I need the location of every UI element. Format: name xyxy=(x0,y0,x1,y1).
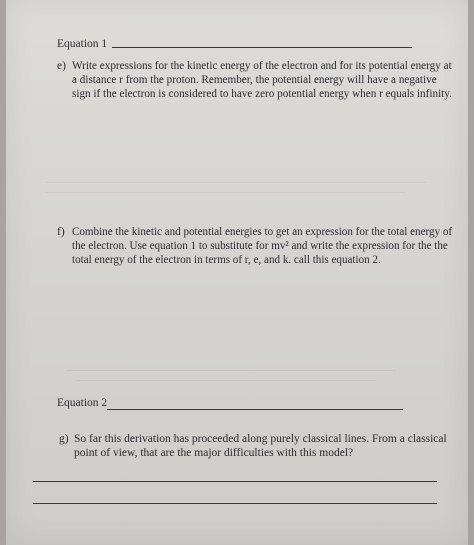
equation-1-answer-line[interactable] xyxy=(112,47,412,48)
question-e-letter: e) xyxy=(57,60,66,72)
question-e-line: a distance r from the proton. Remember, the potential energy will have a negative xyxy=(72,74,437,86)
equation-1-label: Equation 1 xyxy=(57,38,108,50)
bleed-through-line xyxy=(46,182,426,183)
equation-2-answer-line[interactable] xyxy=(107,409,403,410)
question-f-letter: f) xyxy=(57,226,65,238)
question-g-line: So far this derivation has proceeded along purely classical lines. From a classical xyxy=(74,433,447,445)
question-f-line: Combine the kinetic and potential energies to get an expression for the total energy of xyxy=(72,226,453,238)
equation-2-label: Equation 2 xyxy=(57,397,108,409)
question-f-line: total energy of the electron in terms of r, e, and k. call this equation 2. xyxy=(72,254,381,266)
question-g-answer-line-1[interactable] xyxy=(33,481,437,482)
question-f-text xyxy=(72,225,466,267)
bleed-through-line xyxy=(66,370,396,371)
question-g-answer-line-2[interactable] xyxy=(33,503,437,504)
question-e-line: sign if the electron is considered to have zero potential energy when r equals infinity. xyxy=(72,88,452,100)
bleed-through-line xyxy=(76,380,376,381)
question-e-text xyxy=(72,59,463,101)
question-f-line: the electron. Use equation 1 to substitute for mv² and write the expression for the the xyxy=(72,240,448,252)
question-g-letter: g) xyxy=(59,433,69,445)
worksheet-page xyxy=(6,0,468,545)
question-g-line: point of view, that are the major difficulties with this model? xyxy=(74,447,354,459)
question-g-text xyxy=(74,432,447,460)
question-e-line: Write expressions for the kinetic energy of the electron and for its potential energy at xyxy=(72,60,452,72)
bleed-through-line xyxy=(46,192,406,193)
